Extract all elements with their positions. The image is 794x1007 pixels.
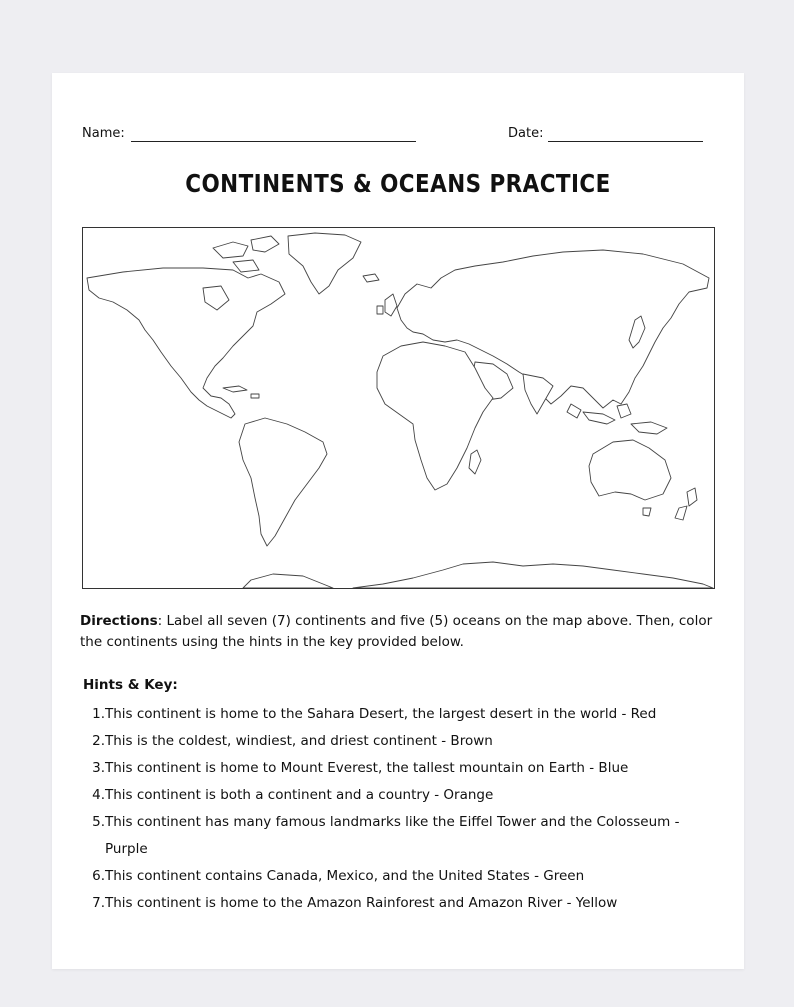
- directions-paragraph: [80, 611, 720, 653]
- hint-item: [90, 782, 710, 809]
- hint-number: 7.: [92, 895, 105, 911]
- hints-list: [90, 701, 710, 917]
- worksheet-page: [52, 73, 744, 969]
- hint-number: 5.: [92, 814, 105, 830]
- hint-number: 3.: [92, 760, 105, 776]
- hint-text: This continent is both a continent and a country - Orange: [105, 787, 494, 803]
- hint-item: [90, 728, 710, 755]
- hint-text: This continent is home to the Sahara Desert, the largest desert in the world - Red: [105, 706, 657, 722]
- hint-text: This is the coldest, windiest, and driest continent - Brown: [105, 733, 493, 749]
- page-title: CONTINENTS & OCEANS PRACTICE: [185, 169, 611, 198]
- british-isles-outline: [377, 294, 397, 316]
- south-america-outline: [239, 418, 327, 546]
- hint-item: [90, 809, 710, 863]
- australia-outline: [589, 440, 671, 500]
- hint-number: 2.: [92, 733, 105, 749]
- hint-item: [90, 701, 710, 728]
- directions-text: : Label all seven (7) continents and five (5) oceans on the map above. Then, color the continents using the hints in the key provided below.: [80, 613, 713, 650]
- world-map: [82, 227, 715, 589]
- arctic-islands-outline: [213, 236, 279, 272]
- hints-key-heading: Hints & Key:: [83, 677, 178, 693]
- hint-item: [90, 755, 710, 782]
- name-label: Name:: [82, 126, 125, 141]
- hint-number: 1.: [92, 706, 105, 722]
- directions-label: Directions: [80, 613, 158, 629]
- hint-item: [90, 890, 710, 917]
- name-blank-line[interactable]: [131, 129, 416, 142]
- date-field: [508, 126, 703, 142]
- hint-text: This continent is home to Mount Everest, the tallest mountain on Earth - Blue: [105, 760, 629, 776]
- tasmania-outline: [643, 508, 651, 516]
- hint-number: 6.: [92, 868, 105, 884]
- date-blank-line[interactable]: [548, 129, 703, 142]
- madagascar-outline: [469, 450, 481, 474]
- date-label: Date:: [508, 126, 544, 141]
- world-map-outline: [83, 228, 714, 588]
- hint-text: This continent has many famous landmarks like the Eiffel Tower and the Colosseum - Purple: [105, 814, 680, 857]
- hint-text: This continent is home to the Amazon Rainforest and Amazon River - Yellow: [105, 895, 618, 911]
- new-zealand-outline: [675, 488, 697, 520]
- hint-number: 4.: [92, 787, 105, 803]
- hint-text: This continent contains Canada, Mexico, and the United States - Green: [105, 868, 585, 884]
- southeast-asia-islands-outline: [567, 404, 667, 434]
- caribbean-islands-outline: [223, 386, 259, 398]
- iceland-outline: [363, 274, 379, 282]
- greenland-outline: [288, 233, 361, 294]
- name-field: [82, 126, 416, 142]
- antarctica-outline: [243, 562, 713, 588]
- hint-item: [90, 863, 710, 890]
